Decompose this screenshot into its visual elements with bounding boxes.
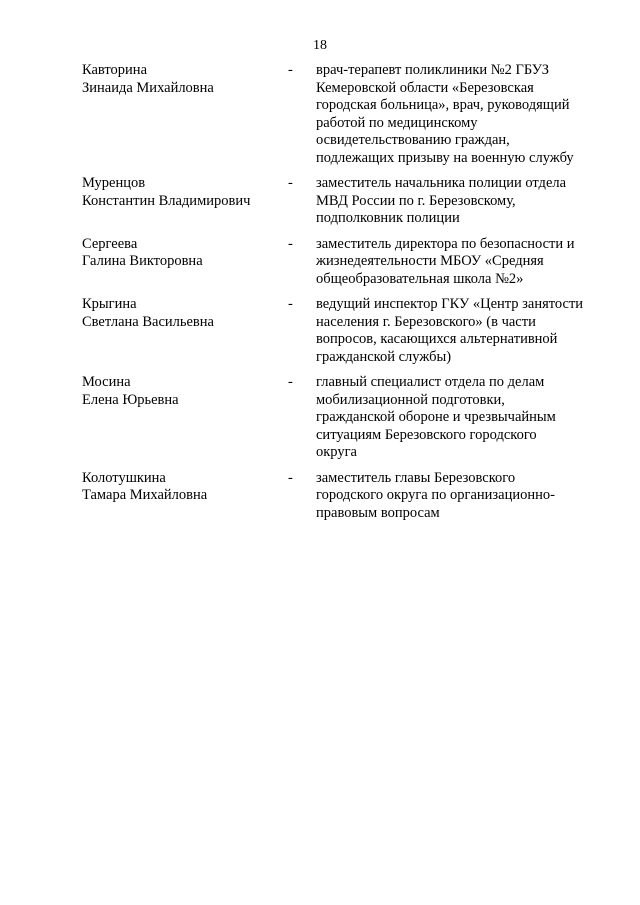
member-role: главный специалист отдела по делам мобилизационной подготовки, гражданской обороне и чрезвычайным ситуациям Березовского городского округа [316,374,556,460]
member-given-name: Елена Юрьевна [82,391,179,408]
member-given-name: Тамара Михайловна [82,487,208,503]
member-given-name: Константин Владимирович [82,192,251,209]
dash-separator: - [288,175,293,191]
member-name [82,374,288,462]
member-role: ведущий инспектор ГКУ «Центр занятости населения г. Березовского» (в части вопросов, касающихся альтернативной гражданской службы) [316,296,584,365]
dash-separator: - [288,62,293,78]
members-list [82,62,602,530]
member-given-name: Галина Викторовна [82,253,203,269]
member-name [82,175,288,228]
member-name [82,470,288,523]
dash-separator: - [288,296,293,312]
member-row [82,470,602,523]
member-row [82,175,602,228]
member-surname: Крыгина [82,296,137,312]
member-surname: Кавторина [82,62,148,78]
member-name [82,62,288,167]
page-number: 18 [313,38,327,53]
member-surname: Мосина [82,374,131,390]
member-given-name: Светлана Васильевна [82,313,214,330]
member-given-name: Зинаида Михайловна [82,79,214,96]
member-surname: Сергеева [82,235,138,252]
member-role: заместитель главы Березовского городского округа по организационно- правовым вопросам [316,469,555,521]
member-role: врач-терапевт поликлиники №2 ГБУЗ Кемеровской области «Березовская городская больница», врач, руководящий работой по медицинскому освидетельствованию граждан, подлежащих призыву на военную службу [316,62,574,166]
dash-separator: - [288,235,293,252]
member-surname: Муренцов [82,175,146,191]
dash-separator: - [288,469,293,486]
dash-separator: - [288,374,293,390]
member-role: заместитель директора по безопасности и жизнедеятельности МБОУ «Средняя общеобразовательная школа №2» [316,235,575,287]
member-name [82,236,288,289]
member-name [82,296,288,366]
member-row [82,236,602,289]
member-role: заместитель начальника полиции отдела МВД России по г. Березовскому, подполковник полиции [316,175,567,226]
member-row [82,374,602,462]
member-surname: Колотушкина [82,469,166,486]
member-row [82,296,602,366]
member-row [82,62,602,167]
